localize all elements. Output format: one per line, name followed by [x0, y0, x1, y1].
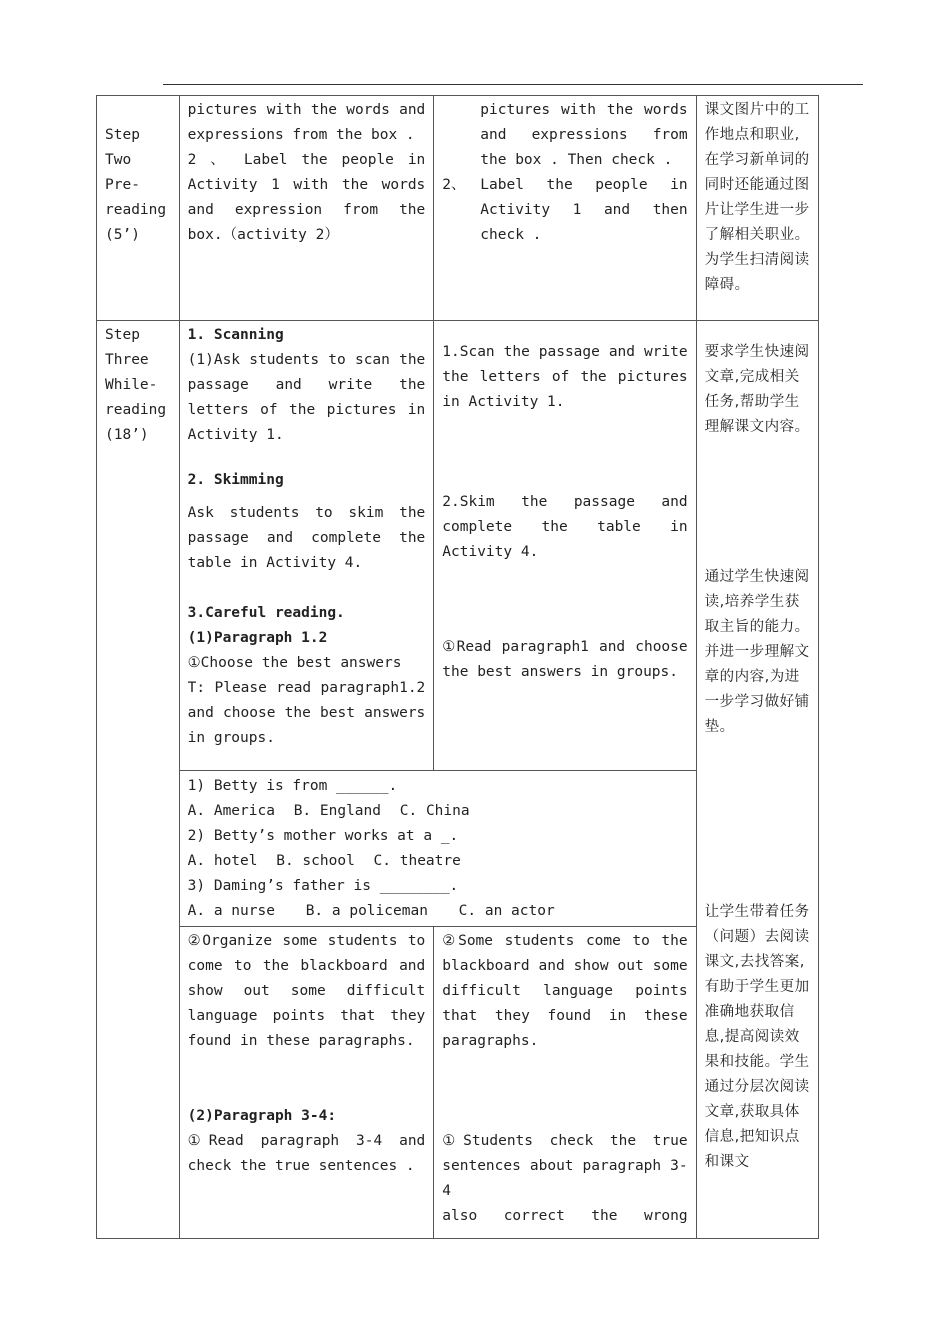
student-text: pictures with the words and expressions from the box . Then check .: [480, 102, 688, 168]
option: C. China: [399, 803, 470, 819]
purpose-text: 课文图片中的工作地点和职业,在学习新单词的同时还能通过图片让学生进一步了解相关职业。为学生扫清阅读障碍。: [704, 102, 810, 293]
teacher-activity-cell: [179, 927, 434, 1239]
step-label: Step Two: [105, 127, 140, 168]
step-time: (18’): [105, 427, 149, 443]
teacher-activity-cell: [179, 321, 434, 771]
step-label: Step: [105, 327, 140, 343]
list-number: 2、: [442, 177, 466, 193]
teacher-text: Ask students to skim the passage and complete the table in Activity 4.: [187, 505, 426, 571]
questions-cell: [179, 771, 696, 927]
question-text: 1) Betty is from ______.: [187, 778, 398, 794]
student-text: Label the people in Activity 1 and then check .: [480, 177, 688, 243]
question-text: 2) Betty’s mother works at a _.: [187, 828, 459, 844]
teacher-text: (1)Ask students to scan the passage and write the letters of the pictures in Activity 1.: [187, 352, 426, 443]
student-text: ②Some students come to the blackboard and show out some difficult language points that they found in these paragraphs.: [442, 933, 688, 1049]
student-text: 1.Scan the passage and write the letters of the pictures in Activity 1.: [442, 344, 688, 410]
question-options: [188, 799, 688, 824]
option: B. school: [276, 853, 355, 869]
student-activity-cell: [434, 321, 696, 771]
teacher-text: pictures with the words and expressions from the box .: [187, 102, 426, 143]
student-activity-cell: [434, 96, 696, 321]
step-label: While-: [105, 377, 158, 393]
option: B. a policeman: [305, 903, 428, 919]
student-text: also correct the wrong: [442, 1208, 688, 1224]
step-label: reading: [105, 402, 167, 418]
teacher-text: ①Choose the best answers: [187, 655, 402, 671]
section-heading: 1. Scanning: [187, 327, 284, 343]
student-activity-cell: [434, 927, 696, 1239]
teacher-text: T: Please read paragraph1.2 and choose the best answers in groups.: [187, 680, 426, 746]
option: A. a nurse: [187, 903, 275, 919]
purpose-text: 让学生带着任务（问题）去阅读课文,去找答案,有助于学生更加准确地获取信息,提高阅读效果和技能。学生通过分层次阅读文章,获取具体信息,把知识点和课文: [704, 904, 810, 1170]
lesson-plan-table: [96, 95, 819, 1239]
teacher-text: ②Organize some students to come to the blackboard and show out some difficult language points that they found in these paragraphs.: [187, 933, 426, 1049]
student-text: 2.Skim the passage and complete the table in Activity 4.: [442, 494, 688, 560]
option: B. England: [293, 803, 382, 819]
student-text: ①Read paragraph1 and choose the best answers in groups.: [442, 639, 688, 680]
question-options: [188, 899, 688, 924]
purpose-text: 要求学生快速阅文章,完成相关任务,帮助学生理解课文内容。: [704, 344, 810, 435]
student-text: ①Students check the true sentences about paragraph 3-4: [442, 1133, 688, 1199]
section-heading: 3.Careful reading.: [187, 605, 345, 621]
option: C. an actor: [458, 903, 555, 919]
step-label: Three: [105, 352, 149, 368]
row-while-reading: [97, 321, 819, 771]
section-heading: 2. Skimming: [187, 472, 284, 488]
teacher-text: 2 、 Label the people in Activity 1 with the words and expression from the box.（activity 2）: [187, 152, 426, 243]
teacher-activity-cell: [179, 96, 434, 321]
step-cell-pre-reading: [97, 96, 180, 321]
purpose-cell: [696, 321, 818, 1239]
question-options: [188, 849, 688, 874]
option: A. hotel: [187, 853, 258, 869]
row-pre-reading: [97, 96, 819, 321]
section-heading: (2)Paragraph 3-4:: [187, 1108, 337, 1124]
teacher-text: ①Read paragraph 3-4 and check the true sentences .: [187, 1133, 426, 1174]
section-subheading: (1)Paragraph 1.2: [187, 630, 328, 646]
question-text: 3) Daming’s father is ________.: [187, 878, 459, 894]
option: A. America: [187, 803, 275, 819]
purpose-cell: [696, 96, 818, 321]
step-label: Pre-: [105, 177, 140, 193]
step-time: (5’): [105, 227, 140, 243]
step-label: reading: [105, 202, 167, 218]
step-cell-while-reading: [97, 321, 180, 1239]
purpose-text: 通过学生快速阅读,培养学生获取主旨的能力。并进一步理解文章的内容,为进一步学习做好铺垫。: [704, 569, 810, 735]
option: C. theatre: [373, 853, 461, 869]
header-rule: [163, 84, 863, 85]
